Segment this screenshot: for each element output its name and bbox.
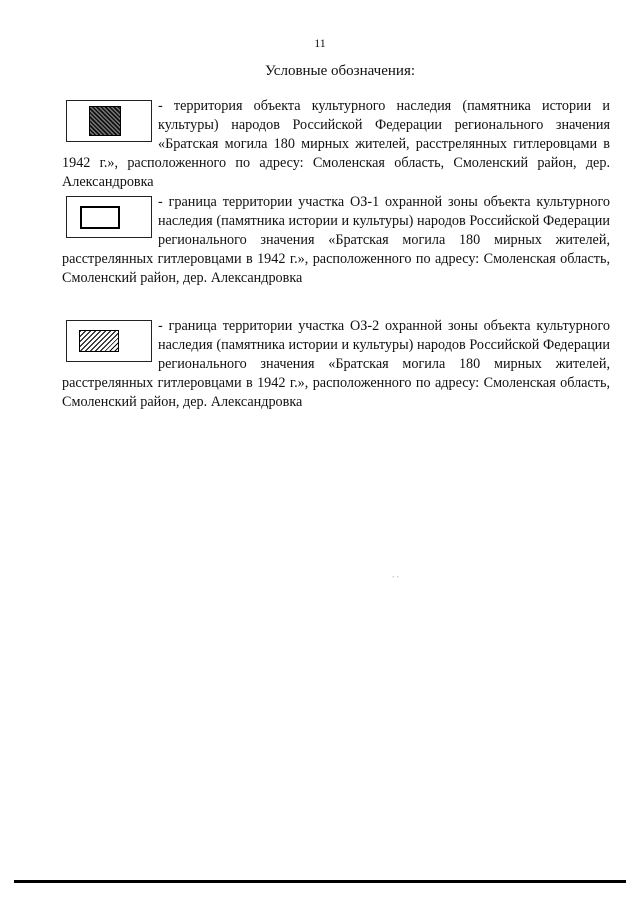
legend-item-oz2-boundary	[62, 317, 610, 412]
legend-symbol-frame	[66, 196, 152, 238]
bottom-rule	[14, 880, 626, 883]
scan-mark: ` `	[392, 575, 400, 584]
empty-rectangle-icon	[80, 206, 120, 229]
hatched-rectangle-icon	[79, 330, 119, 352]
legend-item-text: - территория объекта культурного наследия (памятника истории и культуры) народов Российской Федерации регионального значения «Братская могила 180 мирных жителей, расстрелянных гитлеровцами в 1942 г.», расположенного по адресу: Смоленская область, Смоленский район, дер. Александровка	[62, 98, 610, 190]
legend-item-text: - граница территории участка ОЗ-1 охранной зоны объекта культурного наследия (памятника истории и культуры) народов Российской Федерации регионального значения «Братская могила 180 мирных жителей, расстрелянных гитлеровцами в 1942 г.», расположенного по адресу: Смоленская область, Смоленский район, дер. Александровка	[62, 194, 610, 286]
legend-item-text: - граница территории участка ОЗ-2 охранной зоны объекта культурного наследия (памятника истории и культуры) народов Российской Федерации регионального значения «Братская могила 180 мирных жителей, расстрелянных гитлеровцами в 1942 г.», расположенного по адресу: Смоленская область, Смоленский район, дер. Александровка	[62, 318, 610, 410]
legend-title: Условные обозначения:	[264, 63, 416, 79]
legend-item-oz1-boundary	[62, 193, 610, 288]
page-number: 11	[314, 36, 326, 50]
legend-symbol-frame	[66, 320, 152, 362]
hatched-filled-square-icon	[89, 106, 121, 136]
legend-symbol-frame	[66, 100, 152, 142]
legend-item-object-territory	[62, 97, 610, 192]
